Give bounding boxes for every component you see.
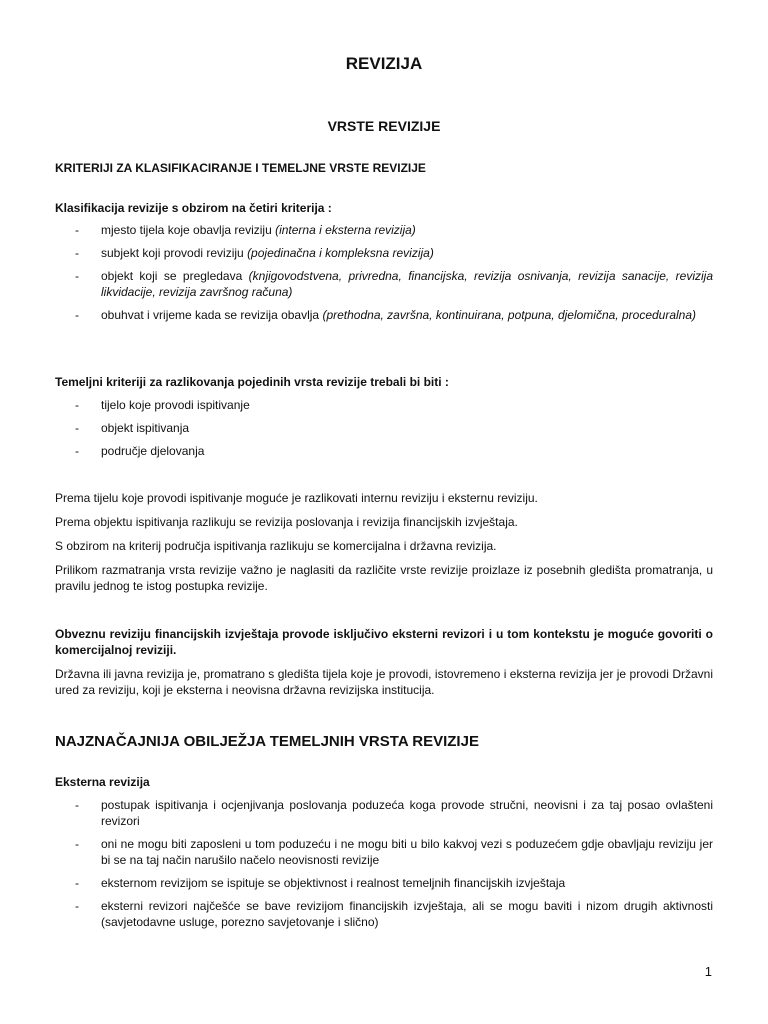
page-number: 1 — [704, 964, 712, 979]
document-title: REVIZIJA — [345, 54, 423, 73]
external-audit-list — [55, 797, 713, 937]
criteria-intro: Temeljni kriteriji za razlikovanja pojedinih vrsta revizije trebali bi biti : — [55, 375, 449, 389]
criteria-list — [55, 397, 713, 466]
list-item: - eksternom revizijom se ispituje se objektivnost i realnost temeljnih financijskih izvještaja — [75, 876, 566, 890]
list-item: - subjekt koji provodi reviziju (pojedinačna i kompleksna revizija) — [75, 246, 434, 260]
classification-intro: Klasifikacija revizije s obzirom na četiri kriterija : — [55, 201, 332, 215]
paragraph: Prema objektu ispitivanja razlikuju se revizija poslovanja i revizija financijskih izvještaja. — [55, 515, 518, 529]
paragraph: Prilikom razmatranja vrsta revizije važno je naglasiti da različite vrste revizije proizlaze iz posebnih gledišta promatranja, u pravilu jednog te istog postupka revizije. — [55, 563, 713, 593]
paragraph: S obzirom na kriterij područja ispitivanja razlikuju se komercijalna i državna revizija. — [55, 539, 497, 553]
section-heading-characteristics: NAJZNAČAJNIJA OBILJEŽJA TEMELJNIH VRSTA REVIZIJE — [55, 733, 479, 750]
list-item: - područje djelovanja — [75, 444, 205, 458]
paragraph: Državna ili javna revizija je, promatrano s gledišta tijela koje je provodi, istovremeno i eksterna revizija jer je provodi Državni ured za reviziju, koji je eksterna i neovisna državna revizijska institucija. — [55, 667, 713, 697]
classification-list — [55, 222, 713, 330]
paragraph: Prema tijelu koje provodi ispitivanje moguće je razlikovati internu reviziju i eksternu reviziju. — [55, 491, 538, 505]
list-item: - mjesto tijela koje obavlja reviziju (interna i eksterna revizija) — [75, 223, 416, 237]
list-item: - eksterni revizori najčešće se bave revizijom financijskih izvještaja, ali se mogu baviti i nizom drugih aktivnosti (savjetodavne usluge, porezno savjetovanje i slično) — [75, 899, 713, 929]
external-audit-heading: Eksterna revizija — [55, 775, 150, 789]
list-item: - tijelo koje provodi ispitivanje — [75, 398, 250, 412]
list-item: - obuhvat i vrijeme kada se revizija obavlja (prethodna, završna, kontinuirana, potpuna, djelomična, proceduralna) — [75, 308, 697, 322]
list-item: - postupak ispitivanja i ocjenjivanja poslovanja poduzeća koga provode stručni, neovisni i za taj posao ovlašteni revizori — [75, 798, 713, 828]
bold-paragraph: Obveznu reviziju financijskih izvještaja provode isključivo eksterni revizori i u tom kontekstu je moguće govoriti o komercijalnoj reviziji. — [55, 627, 713, 657]
document-subtitle: VRSTE REVIZIJE — [327, 118, 441, 134]
list-item: - oni ne mogu biti zaposleni u tom poduzeću i ne mogu biti u bilo kakvoj vezi s poduzećem gdje obavljaju reviziju jer bi se na taj način narušilo načelo neovisnosti revizije — [75, 837, 713, 867]
section-heading-criteria: KRITERIJI ZA KLASIFIKACIRANJE I TEMELJNE VRSTE REVIZIJE — [55, 161, 426, 175]
list-item: - objekt koji se pregledava (knjigovodstvena, privredna, financijska, revizija osnivanja, revizija sanacije, revizija likvidacije, revizija završnog računa) — [75, 269, 713, 299]
list-item: - objekt ispitivanja — [75, 421, 190, 435]
